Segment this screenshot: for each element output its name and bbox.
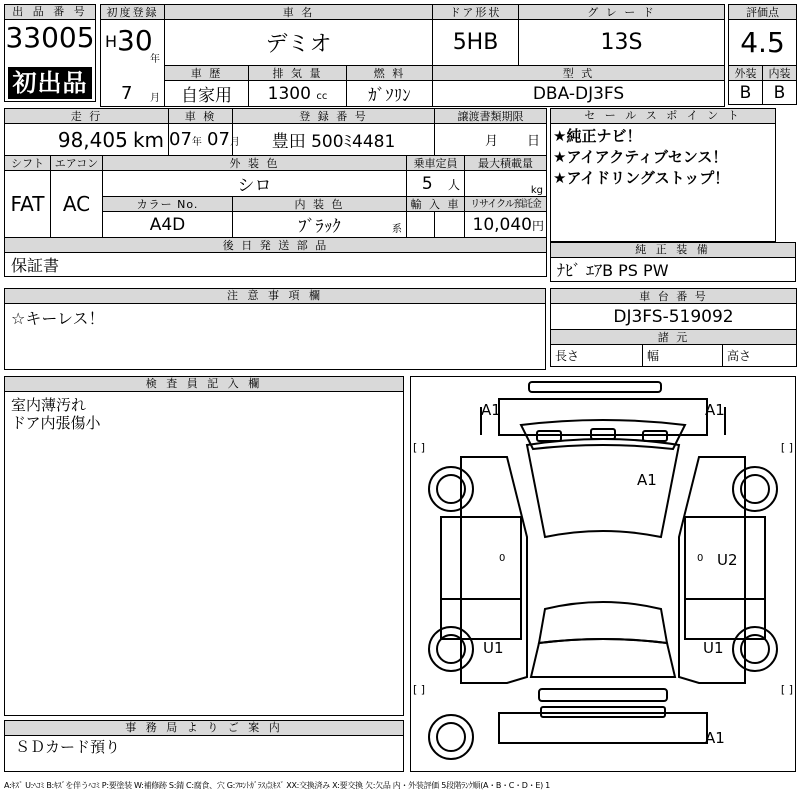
later-parts-label: 後 日 発 送 部 品 (5, 238, 547, 253)
capacity-cell (407, 171, 465, 197)
interior-grade: B (763, 81, 797, 105)
later-parts: 保証書 (5, 253, 547, 277)
displacement-cell (249, 81, 347, 107)
notes-box (4, 288, 546, 370)
damage-mark-rear: A1 (705, 729, 725, 747)
shift: FAT (5, 171, 51, 238)
first-reg-month: 7 (121, 83, 133, 104)
interior-color-suffix: 系 (392, 224, 403, 235)
inspector-line: 室内薄汚れ (11, 396, 87, 414)
era: H (105, 32, 118, 51)
shift-label: シフト (5, 156, 51, 171)
month-unit: 月 (150, 93, 160, 104)
recycle-label: リサイクル預託金 (465, 197, 547, 212)
history-label: 車 歴 (165, 66, 249, 81)
interior-color-cell (233, 212, 407, 238)
bracket-mark: [ ] (413, 683, 426, 696)
sales-points-box (550, 108, 776, 242)
inspector-box (4, 376, 404, 716)
vehicle-header-table (100, 4, 725, 107)
damage-mark-left-quarter: U1 (483, 639, 504, 657)
fuel: ｶﾞｿﾘﾝ (347, 81, 433, 107)
transfer-month-unit: 月 (485, 134, 499, 149)
mileage-label: 走 行 (5, 109, 169, 124)
inspection-year: 07 (169, 129, 192, 150)
bracket-mark: [ ] (413, 441, 426, 454)
score-table (728, 4, 797, 105)
score: 4.5 (729, 20, 797, 66)
first-listing-badge: 初出品 (8, 67, 92, 99)
interior-grade-label: 内装 (763, 66, 797, 81)
transfer-cell (435, 124, 547, 156)
mileage: 98,405 (57, 127, 128, 152)
door-type: 5HB (433, 20, 519, 66)
chassis-label: 車 台 番 号 (551, 289, 797, 304)
ac: AC (51, 171, 103, 238)
displacement-label: 排 気 量 (249, 66, 347, 81)
car-outline-diagram (411, 377, 795, 771)
inspection-label: 車 検 (169, 109, 233, 124)
chassis-number: DJ3FS-519092 (551, 304, 797, 330)
bracket-mark: [ ] (780, 683, 793, 696)
inspector-line: ドア内張傷小 (11, 414, 101, 432)
door-label: ドア形状 (433, 5, 519, 20)
bracket-mark: [ ] (780, 441, 793, 454)
import-cell-a (407, 212, 435, 238)
damage-mark-front-left: A1 (481, 401, 501, 419)
grade-label: グ レ ー ド (519, 5, 725, 20)
exterior-color: シロ (103, 171, 407, 197)
exterior-color-label: 外 装 色 (103, 156, 407, 171)
inspection-cell (169, 124, 240, 156)
mileage-unit: km (132, 127, 165, 152)
height-label: 高さ (723, 345, 797, 367)
notes-text: ☆キーレス！ (11, 309, 105, 328)
grade: 13S (519, 20, 725, 66)
office-text: ＳＤカード預り (15, 738, 121, 756)
sales-point-item: ★アイアクティブセンス！ (553, 148, 728, 166)
sales-point-item: ★純正ナビ！ (553, 127, 642, 145)
office-label: 事 務 局 よ り ご 案 内 (5, 721, 403, 736)
interior-color: ﾌﾞﾗｯｸ (298, 217, 341, 237)
displacement: 1300 (267, 83, 311, 104)
history: 自家用 (165, 81, 249, 107)
first-reg-cell (101, 20, 165, 107)
inspector-lines (5, 392, 403, 434)
inspection-year-unit: 年 (191, 137, 202, 148)
year-unit: 年 (150, 54, 160, 65)
recycle-unit: 円 (532, 218, 545, 233)
width-label: 幅 (643, 345, 723, 367)
lot-number-box (4, 4, 96, 102)
color-no: A4D (103, 212, 233, 238)
mileage-cell (5, 124, 169, 156)
registration-label: 登 録 番 号 (233, 109, 435, 124)
import-label: 輸 入 車 (407, 197, 465, 212)
transfer-day-unit: 日 (527, 134, 541, 149)
length-label: 長さ (551, 345, 643, 367)
model-code: DBA-DJ3FS (433, 81, 725, 107)
specs-label: 諸 元 (551, 330, 797, 345)
inspection-month-unit: 月 (229, 137, 240, 148)
inspector-label: 検 査 員 記 入 欄 (5, 377, 403, 392)
first-reg-label: 初度登録 (101, 5, 165, 20)
equipment-box (550, 242, 796, 282)
displacement-unit: cc (316, 90, 328, 102)
chassis-table (550, 288, 797, 367)
exterior-grade: B (729, 81, 763, 105)
capacity-label: 乗車定員 (407, 156, 465, 171)
lot-number: 33005 (5, 21, 95, 54)
first-reg-year: 30 (117, 24, 153, 57)
transfer-label: 譲渡書類期限 (435, 109, 547, 124)
fuel-label: 燃 料 (347, 66, 433, 81)
equipment-label: 純 正 装 備 (551, 243, 795, 258)
lot-number-label: 出 品 番 号 (5, 5, 95, 20)
color-no-label: カラー No. (103, 197, 233, 212)
max-load-label: 最大積載量 (465, 156, 547, 171)
capacity-unit: 人 (448, 177, 461, 192)
registration-number: 豊田 500ﾐ4481 (233, 124, 435, 156)
equipment-value: ﾅﾋﾞ ｴｱB PS PW (557, 261, 669, 280)
max-load-unit: kg (465, 171, 547, 197)
score-label: 評価点 (729, 5, 797, 20)
sales-points-label: セ ー ル ス ポ イ ン ト (551, 109, 775, 124)
damage-mark-roof: A1 (637, 471, 657, 489)
exterior-grade-label: 外装 (729, 66, 763, 81)
damage-mark-right-door: U2 (717, 551, 738, 569)
car-name: デミオ (165, 20, 433, 66)
interior-color-label: 内 装 色 (233, 197, 407, 212)
ac-label: エアコン (51, 156, 103, 171)
capacity: 5 (421, 173, 433, 194)
legend: A:ｷｽﾞ U:ﾍｺﾐ B:ｷｽﾞを伴うﾍｺﾐ P:要塗装 W:補修跡 S:錆 C:腐食、穴 G:ﾌﾛﾝﾄｶﾞﾗｽ点ｷｽﾞ XX:交換済み X:要交換 欠:欠品 内・外装評価 5段階ﾗﾝｸ順(A・B・C・D・E) 1 (4, 781, 550, 790)
sales-points-list (551, 124, 775, 191)
model-code-label: 型 式 (433, 66, 725, 81)
office-box (4, 720, 404, 772)
recycle-fee: 10,040 (472, 214, 532, 235)
circle-marker: 0 (499, 553, 506, 564)
circle-marker: 0 (697, 553, 704, 564)
damage-mark-right-quarter: U1 (703, 639, 724, 657)
inspection-month: 07 (207, 129, 230, 150)
damage-diagram (410, 376, 796, 772)
import-cell-b (435, 212, 465, 238)
details-table (4, 108, 547, 277)
notes-label: 注 意 事 項 欄 (5, 289, 545, 304)
recycle-cell (465, 212, 547, 238)
sales-point-item: ★アイドリングストップ！ (553, 169, 730, 187)
car-name-label: 車 名 (165, 5, 433, 20)
damage-mark-front-right: A1 (705, 401, 725, 419)
